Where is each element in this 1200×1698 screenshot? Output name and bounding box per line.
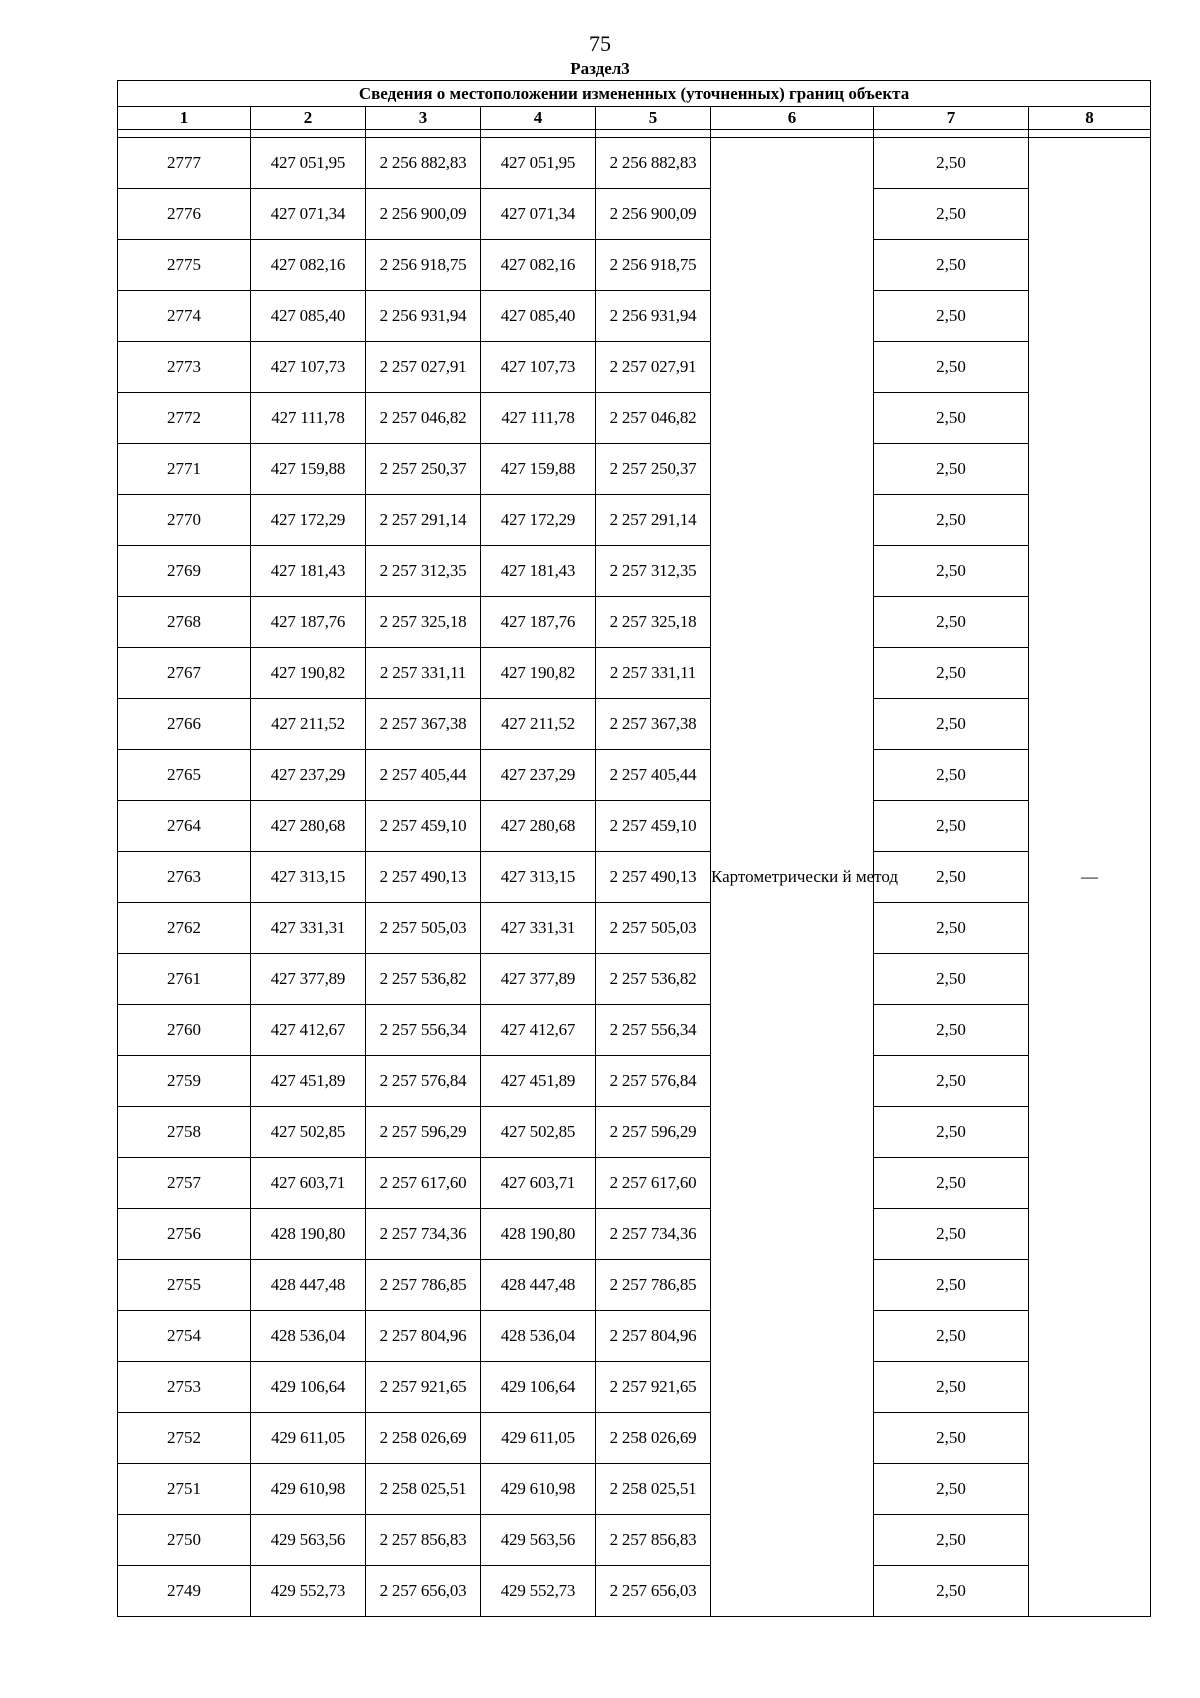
x-updated-cell: 429 611,05 (481, 1413, 596, 1464)
y-existing-cell: 2 257 459,10 (366, 801, 481, 852)
x-existing-cell: 427 111,78 (251, 393, 366, 444)
column-number-7: 7 (874, 107, 1029, 130)
table-body (118, 130, 1151, 1617)
accuracy-cell: 2,50 (874, 495, 1029, 546)
table-row (118, 750, 1151, 801)
point-number-cell: 2757 (118, 1158, 251, 1209)
point-number-cell: 2756 (118, 1209, 251, 1260)
x-existing-cell: 427 159,88 (251, 444, 366, 495)
y-updated-cell: 2 257 312,35 (596, 546, 711, 597)
y-existing-cell: 2 257 046,82 (366, 393, 481, 444)
accuracy-cell: 2,50 (874, 1158, 1029, 1209)
y-existing-cell: 2 258 026,69 (366, 1413, 481, 1464)
point-number-cell: 2761 (118, 954, 251, 1005)
y-existing-cell: 2 256 918,75 (366, 240, 481, 291)
column-number-8: 8 (1029, 107, 1151, 130)
y-updated-cell: 2 256 918,75 (596, 240, 711, 291)
y-existing-cell: 2 257 505,03 (366, 903, 481, 954)
x-existing-cell: 427 412,67 (251, 1005, 366, 1056)
y-updated-cell: 2 257 656,03 (596, 1566, 711, 1617)
table-row (118, 801, 1151, 852)
accuracy-cell: 2,50 (874, 393, 1029, 444)
accuracy-cell: 2,50 (874, 1413, 1029, 1464)
y-existing-cell: 2 257 804,96 (366, 1311, 481, 1362)
point-number-cell: 2775 (118, 240, 251, 291)
accuracy-cell: 2,50 (874, 597, 1029, 648)
point-number-cell: 2762 (118, 903, 251, 954)
x-existing-cell: 428 536,04 (251, 1311, 366, 1362)
table-row (118, 1464, 1151, 1515)
point-number-cell: 2764 (118, 801, 251, 852)
accuracy-cell: 2,50 (874, 903, 1029, 954)
y-existing-cell: 2 257 596,29 (366, 1107, 481, 1158)
x-existing-cell: 429 563,56 (251, 1515, 366, 1566)
column-number-6: 6 (711, 107, 874, 130)
y-updated-cell: 2 257 556,34 (596, 1005, 711, 1056)
y-updated-cell: 2 257 325,18 (596, 597, 711, 648)
x-updated-cell: 428 447,48 (481, 1260, 596, 1311)
table-row (118, 1005, 1151, 1056)
accuracy-cell: 2,50 (874, 1260, 1029, 1311)
accuracy-cell: 2,50 (874, 801, 1029, 852)
x-updated-cell: 427 111,78 (481, 393, 596, 444)
y-updated-cell: 2 257 786,85 (596, 1260, 711, 1311)
y-existing-cell: 2 257 250,37 (366, 444, 481, 495)
page-number: 75 (589, 31, 611, 56)
accuracy-cell: 2,50 (874, 954, 1029, 1005)
accuracy-cell: 2,50 (874, 240, 1029, 291)
y-existing-cell: 2 257 331,11 (366, 648, 481, 699)
table-row (118, 342, 1151, 393)
y-updated-cell: 2 257 405,44 (596, 750, 711, 801)
accuracy-cell: 2,50 (874, 138, 1029, 189)
point-number-cell: 2766 (118, 699, 251, 750)
table-row (118, 240, 1151, 291)
accuracy-cell: 2,50 (874, 291, 1029, 342)
table-row (118, 138, 1151, 189)
x-updated-cell: 427 280,68 (481, 801, 596, 852)
table-row (118, 852, 1151, 903)
point-number-cell: 2750 (118, 1515, 251, 1566)
x-existing-cell: 427 085,40 (251, 291, 366, 342)
x-existing-cell: 427 190,82 (251, 648, 366, 699)
y-existing-cell: 2 257 405,44 (366, 750, 481, 801)
y-updated-cell: 2 257 536,82 (596, 954, 711, 1005)
point-number-cell: 2777 (118, 138, 251, 189)
table-row (118, 1515, 1151, 1566)
x-updated-cell: 427 412,67 (481, 1005, 596, 1056)
table-row (118, 291, 1151, 342)
y-existing-cell: 2 257 576,84 (366, 1056, 481, 1107)
x-existing-cell: 429 610,98 (251, 1464, 366, 1515)
x-existing-cell: 427 451,89 (251, 1056, 366, 1107)
table-row (118, 1413, 1151, 1464)
x-existing-cell: 427 181,43 (251, 546, 366, 597)
y-updated-cell: 2 257 459,10 (596, 801, 711, 852)
x-updated-cell: 429 563,56 (481, 1515, 596, 1566)
point-number-cell: 2772 (118, 393, 251, 444)
x-updated-cell: 427 051,95 (481, 138, 596, 189)
table-row (118, 954, 1151, 1005)
point-number-cell: 2767 (118, 648, 251, 699)
accuracy-cell: 2,50 (874, 699, 1029, 750)
table-row (118, 1260, 1151, 1311)
point-number-cell: 2752 (118, 1413, 251, 1464)
x-updated-cell: 427 451,89 (481, 1056, 596, 1107)
table-row (118, 1209, 1151, 1260)
y-existing-cell: 2 257 367,38 (366, 699, 481, 750)
x-updated-cell: 427 107,73 (481, 342, 596, 393)
y-existing-cell: 2 257 786,85 (366, 1260, 481, 1311)
accuracy-cell: 2,50 (874, 648, 1029, 699)
y-updated-cell: 2 257 250,37 (596, 444, 711, 495)
x-existing-cell: 427 313,15 (251, 852, 366, 903)
y-existing-cell: 2 257 312,35 (366, 546, 481, 597)
x-updated-cell: 429 610,98 (481, 1464, 596, 1515)
x-updated-cell: 427 331,31 (481, 903, 596, 954)
accuracy-cell: 2,50 (874, 444, 1029, 495)
x-existing-cell: 428 190,80 (251, 1209, 366, 1260)
x-updated-cell: 427 085,40 (481, 291, 596, 342)
accuracy-cell: 2,50 (874, 189, 1029, 240)
x-existing-cell: 427 211,52 (251, 699, 366, 750)
table-row (118, 1056, 1151, 1107)
y-updated-cell: 2 258 025,51 (596, 1464, 711, 1515)
accuracy-cell: 2,50 (874, 1107, 1029, 1158)
point-number-cell: 2769 (118, 546, 251, 597)
y-updated-cell: 2 257 734,36 (596, 1209, 711, 1260)
x-existing-cell: 427 082,16 (251, 240, 366, 291)
x-existing-cell: 427 071,34 (251, 189, 366, 240)
y-updated-cell: 2 257 856,83 (596, 1515, 711, 1566)
accuracy-cell: 2,50 (874, 1362, 1029, 1413)
column-8-cell: — (1029, 138, 1151, 1617)
point-number-cell: 2758 (118, 1107, 251, 1158)
y-updated-cell: 2 257 596,29 (596, 1107, 711, 1158)
x-existing-cell: 428 447,48 (251, 1260, 366, 1311)
y-existing-cell: 2 257 291,14 (366, 495, 481, 546)
y-updated-cell: 2 257 617,60 (596, 1158, 711, 1209)
x-updated-cell: 427 071,34 (481, 189, 596, 240)
accuracy-cell: 2,50 (874, 1515, 1029, 1566)
table-row (118, 903, 1151, 954)
point-number-cell: 2760 (118, 1005, 251, 1056)
table-caption: Сведения о местоположении измененных (уточненных) границ объекта (118, 81, 1151, 107)
accuracy-cell: 2,50 (874, 1209, 1029, 1260)
x-updated-cell: 427 377,89 (481, 954, 596, 1005)
y-existing-cell: 2 257 921,65 (366, 1362, 481, 1413)
y-existing-cell: 2 256 931,94 (366, 291, 481, 342)
x-updated-cell: 427 190,82 (481, 648, 596, 699)
table-row (118, 546, 1151, 597)
y-updated-cell: 2 257 046,82 (596, 393, 711, 444)
point-number-cell: 2768 (118, 597, 251, 648)
y-existing-cell: 2 257 027,91 (366, 342, 481, 393)
point-number-cell: 2755 (118, 1260, 251, 1311)
method-cell: Картометрически й метод (711, 138, 874, 1617)
point-number-cell: 2774 (118, 291, 251, 342)
column-number-1: 1 (118, 107, 251, 130)
point-number-cell: 2763 (118, 852, 251, 903)
x-updated-cell: 427 187,76 (481, 597, 596, 648)
accuracy-cell: 2,50 (874, 1005, 1029, 1056)
point-number-cell: 2776 (118, 189, 251, 240)
accuracy-cell: 2,50 (874, 1464, 1029, 1515)
x-existing-cell: 427 051,95 (251, 138, 366, 189)
point-number-cell: 2751 (118, 1464, 251, 1515)
x-updated-cell: 427 181,43 (481, 546, 596, 597)
y-updated-cell: 2 257 576,84 (596, 1056, 711, 1107)
x-existing-cell: 427 603,71 (251, 1158, 366, 1209)
x-updated-cell: 427 082,16 (481, 240, 596, 291)
table-row (118, 648, 1151, 699)
y-updated-cell: 2 258 026,69 (596, 1413, 711, 1464)
table-row (118, 1362, 1151, 1413)
y-updated-cell: 2 256 900,09 (596, 189, 711, 240)
accuracy-cell: 2,50 (874, 1566, 1029, 1617)
table-row (118, 597, 1151, 648)
y-updated-cell: 2 256 931,94 (596, 291, 711, 342)
accuracy-cell: 2,50 (874, 1056, 1029, 1107)
table-row (118, 1566, 1151, 1617)
y-updated-cell: 2 257 505,03 (596, 903, 711, 954)
y-existing-cell: 2 257 490,13 (366, 852, 481, 903)
y-existing-cell: 2 257 734,36 (366, 1209, 481, 1260)
table-row (118, 1158, 1151, 1209)
x-updated-cell: 429 106,64 (481, 1362, 596, 1413)
point-number-cell: 2749 (118, 1566, 251, 1617)
x-existing-cell: 429 106,64 (251, 1362, 366, 1413)
y-existing-cell: 2 256 900,09 (366, 189, 481, 240)
point-number-cell: 2770 (118, 495, 251, 546)
x-updated-cell: 427 172,29 (481, 495, 596, 546)
x-updated-cell: 429 552,73 (481, 1566, 596, 1617)
x-existing-cell: 429 611,05 (251, 1413, 366, 1464)
x-existing-cell: 429 552,73 (251, 1566, 366, 1617)
x-updated-cell: 427 603,71 (481, 1158, 596, 1209)
x-existing-cell: 427 331,31 (251, 903, 366, 954)
y-existing-cell: 2 257 536,82 (366, 954, 481, 1005)
accuracy-cell: 2,50 (874, 1311, 1029, 1362)
y-updated-cell: 2 256 882,83 (596, 138, 711, 189)
header-spacer-row (118, 130, 1151, 138)
y-existing-cell: 2 257 617,60 (366, 1158, 481, 1209)
y-existing-cell: 2 256 882,83 (366, 138, 481, 189)
table-row (118, 393, 1151, 444)
x-updated-cell: 428 536,04 (481, 1311, 596, 1362)
y-existing-cell: 2 258 025,51 (366, 1464, 481, 1515)
y-updated-cell: 2 257 331,11 (596, 648, 711, 699)
x-updated-cell: 427 502,85 (481, 1107, 596, 1158)
point-number-cell: 2771 (118, 444, 251, 495)
point-number-cell: 2753 (118, 1362, 251, 1413)
x-existing-cell: 427 280,68 (251, 801, 366, 852)
y-existing-cell: 2 257 856,83 (366, 1515, 481, 1566)
accuracy-cell: 2,50 (874, 342, 1029, 393)
table-row (118, 189, 1151, 240)
accuracy-cell: 2,50 (874, 852, 1029, 903)
x-updated-cell: 427 313,15 (481, 852, 596, 903)
y-updated-cell: 2 257 291,14 (596, 495, 711, 546)
table-row (118, 1107, 1151, 1158)
y-updated-cell: 2 257 490,13 (596, 852, 711, 903)
accuracy-cell: 2,50 (874, 750, 1029, 801)
y-updated-cell: 2 257 367,38 (596, 699, 711, 750)
x-updated-cell: 428 190,80 (481, 1209, 596, 1260)
boundary-table (117, 80, 1151, 1617)
x-existing-cell: 427 237,29 (251, 750, 366, 801)
y-updated-cell: 2 257 921,65 (596, 1362, 711, 1413)
table-row (118, 1311, 1151, 1362)
y-updated-cell: 2 257 027,91 (596, 342, 711, 393)
column-number-4: 4 (481, 107, 596, 130)
y-existing-cell: 2 257 325,18 (366, 597, 481, 648)
x-existing-cell: 427 172,29 (251, 495, 366, 546)
x-updated-cell: 427 237,29 (481, 750, 596, 801)
x-existing-cell: 427 107,73 (251, 342, 366, 393)
table-row (118, 495, 1151, 546)
point-number-cell: 2759 (118, 1056, 251, 1107)
accuracy-cell: 2,50 (874, 546, 1029, 597)
section-title: Раздел3 (570, 59, 630, 78)
column-numbers-row (118, 107, 1151, 130)
column-number-3: 3 (366, 107, 481, 130)
x-updated-cell: 427 159,88 (481, 444, 596, 495)
point-number-cell: 2754 (118, 1311, 251, 1362)
column-number-2: 2 (251, 107, 366, 130)
point-number-cell: 2765 (118, 750, 251, 801)
x-existing-cell: 427 502,85 (251, 1107, 366, 1158)
y-existing-cell: 2 257 656,03 (366, 1566, 481, 1617)
column-number-5: 5 (596, 107, 711, 130)
x-existing-cell: 427 377,89 (251, 954, 366, 1005)
x-updated-cell: 427 211,52 (481, 699, 596, 750)
x-existing-cell: 427 187,76 (251, 597, 366, 648)
y-updated-cell: 2 257 804,96 (596, 1311, 711, 1362)
table-row (118, 699, 1151, 750)
point-number-cell: 2773 (118, 342, 251, 393)
table-row (118, 444, 1151, 495)
y-existing-cell: 2 257 556,34 (366, 1005, 481, 1056)
